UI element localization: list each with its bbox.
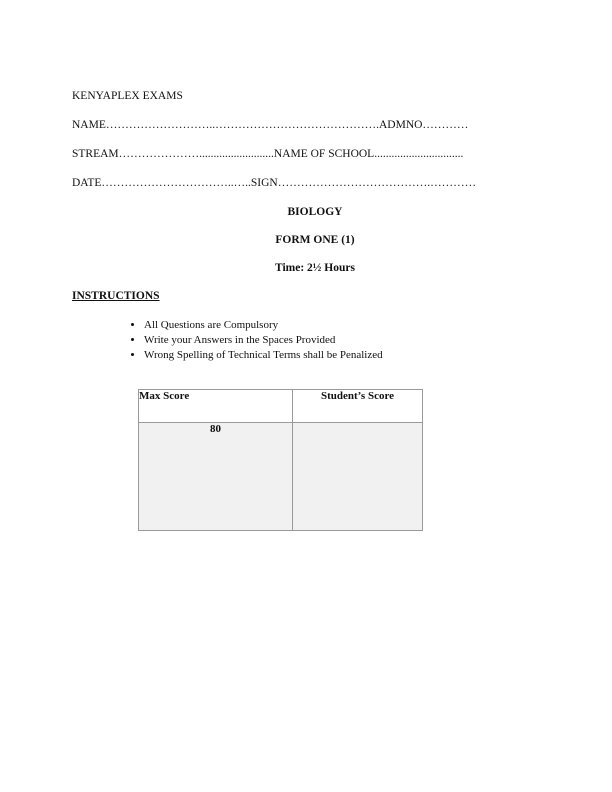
student-score-header: Student’s Score (293, 390, 423, 423)
max-score-header: Max Score (139, 390, 293, 423)
subject-title: BIOLOGY (287, 206, 343, 218)
instruction-item: • Wrong Spelling of Technical Terms shall be Penalized (144, 348, 383, 363)
student-score-value (293, 423, 423, 531)
instruction-item: • Write your Answers in the Spaces Provided (144, 333, 383, 348)
org-name: KENYAPLEX EXAMS (72, 90, 183, 102)
score-table (138, 389, 423, 531)
max-score-value: 80 (139, 423, 293, 531)
score-table-row (139, 423, 423, 531)
instructions-heading: INSTRUCTIONS (72, 290, 160, 302)
name-admno-line: NAME………………………..…………………………………….ADMNO………… (72, 119, 469, 131)
instructions-list (126, 318, 383, 363)
stream-school-line: STREAM…………………..........................NAME OF SCHOOL............................... (72, 148, 464, 160)
form-title: FORM ONE (1) (275, 234, 355, 246)
date-sign-line: DATE……………………………..…..SIGN………………………………….………… (72, 177, 477, 189)
instruction-item: • All Questions are Compulsory (144, 318, 383, 333)
time-allowed: Time: 2½ Hours (275, 262, 355, 274)
score-table-header-row (139, 390, 423, 423)
